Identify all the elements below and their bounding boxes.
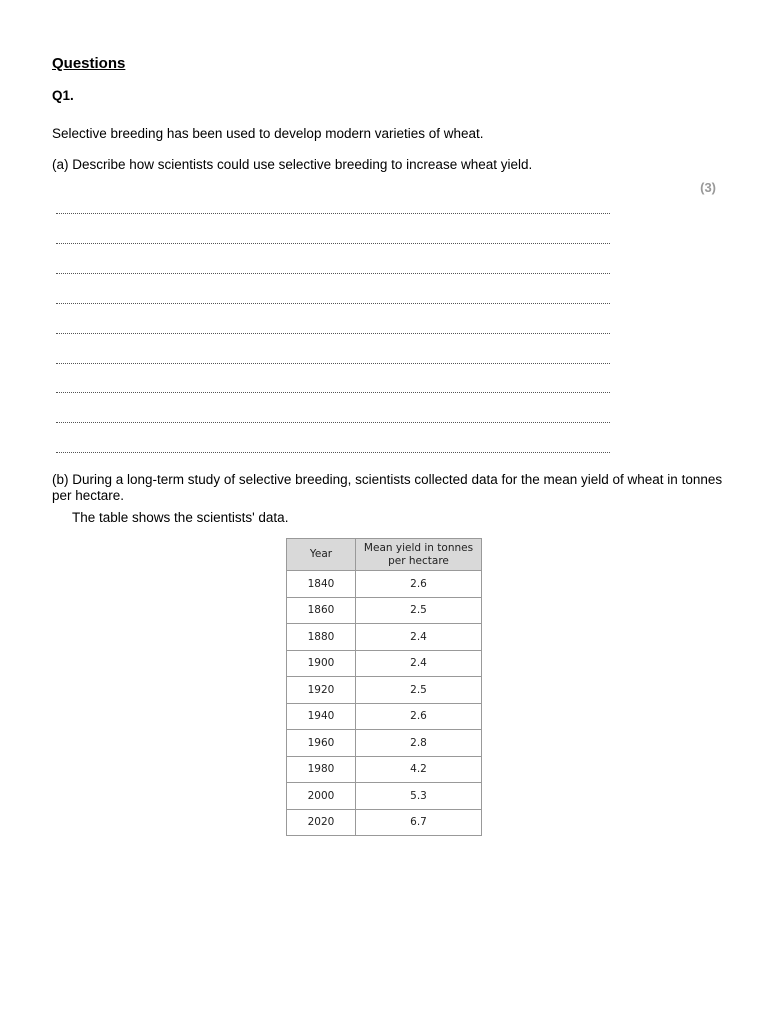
table-intro: The table shows the scientists' data. (72, 510, 289, 525)
answer-line[interactable] (56, 452, 610, 453)
cell-mean-yield: 2.4 (356, 624, 482, 651)
answer-line[interactable] (56, 243, 610, 244)
answer-line[interactable] (56, 303, 610, 304)
cell-year: 2000 (287, 783, 356, 810)
cell-year: 1840 (287, 571, 356, 598)
table-row (287, 730, 482, 757)
cell-year: 1940 (287, 703, 356, 730)
marks-label: (3) (700, 180, 716, 195)
table-row (287, 703, 482, 730)
cell-mean-yield: 2.8 (356, 730, 482, 757)
table-body (287, 571, 482, 836)
answer-line[interactable] (56, 422, 610, 423)
table-row (287, 597, 482, 624)
cell-year: 1900 (287, 650, 356, 677)
table-row (287, 677, 482, 704)
cell-mean-yield: 2.6 (356, 703, 482, 730)
cell-year: 1880 (287, 624, 356, 651)
table-row (287, 571, 482, 598)
question-number: Q1. (52, 88, 74, 103)
question-intro: Selective breeding has been used to develop modern varieties of wheat. (52, 126, 484, 141)
answer-line[interactable] (56, 392, 610, 393)
cell-mean-yield: 2.4 (356, 650, 482, 677)
cell-year: 1860 (287, 597, 356, 624)
section-heading: Questions (52, 55, 126, 72)
part-a-prompt: (a) Describe how scientists could use selective breeding to increase wheat yield. (52, 157, 533, 172)
part-b-prompt: (b) During a long-term study of selective breeding, scientists collected data for the mean yield of wheat in tonnes per hectare. (52, 472, 723, 503)
table-row (287, 809, 482, 836)
yield-data-table (286, 538, 482, 836)
header-year: Year (287, 539, 356, 571)
cell-year: 2020 (287, 809, 356, 836)
cell-mean-yield: 6.7 (356, 809, 482, 836)
cell-mean-yield: 2.6 (356, 571, 482, 598)
cell-mean-yield: 5.3 (356, 783, 482, 810)
answer-line[interactable] (56, 213, 610, 214)
table-header-row (287, 539, 482, 571)
cell-mean-yield: 2.5 (356, 597, 482, 624)
table-row (287, 756, 482, 783)
table-row (287, 650, 482, 677)
answer-line[interactable] (56, 273, 610, 274)
answer-line[interactable] (56, 363, 610, 364)
table-row (287, 783, 482, 810)
cell-year: 1920 (287, 677, 356, 704)
cell-year: 1960 (287, 730, 356, 757)
cell-mean-yield: 2.5 (356, 677, 482, 704)
table-row (287, 624, 482, 651)
header-mean-yield (356, 539, 482, 571)
answer-line[interactable] (56, 333, 610, 334)
header-mean-yield-label: Mean yield in tonnes per hectare (363, 541, 474, 567)
cell-year: 1980 (287, 756, 356, 783)
cell-mean-yield: 4.2 (356, 756, 482, 783)
